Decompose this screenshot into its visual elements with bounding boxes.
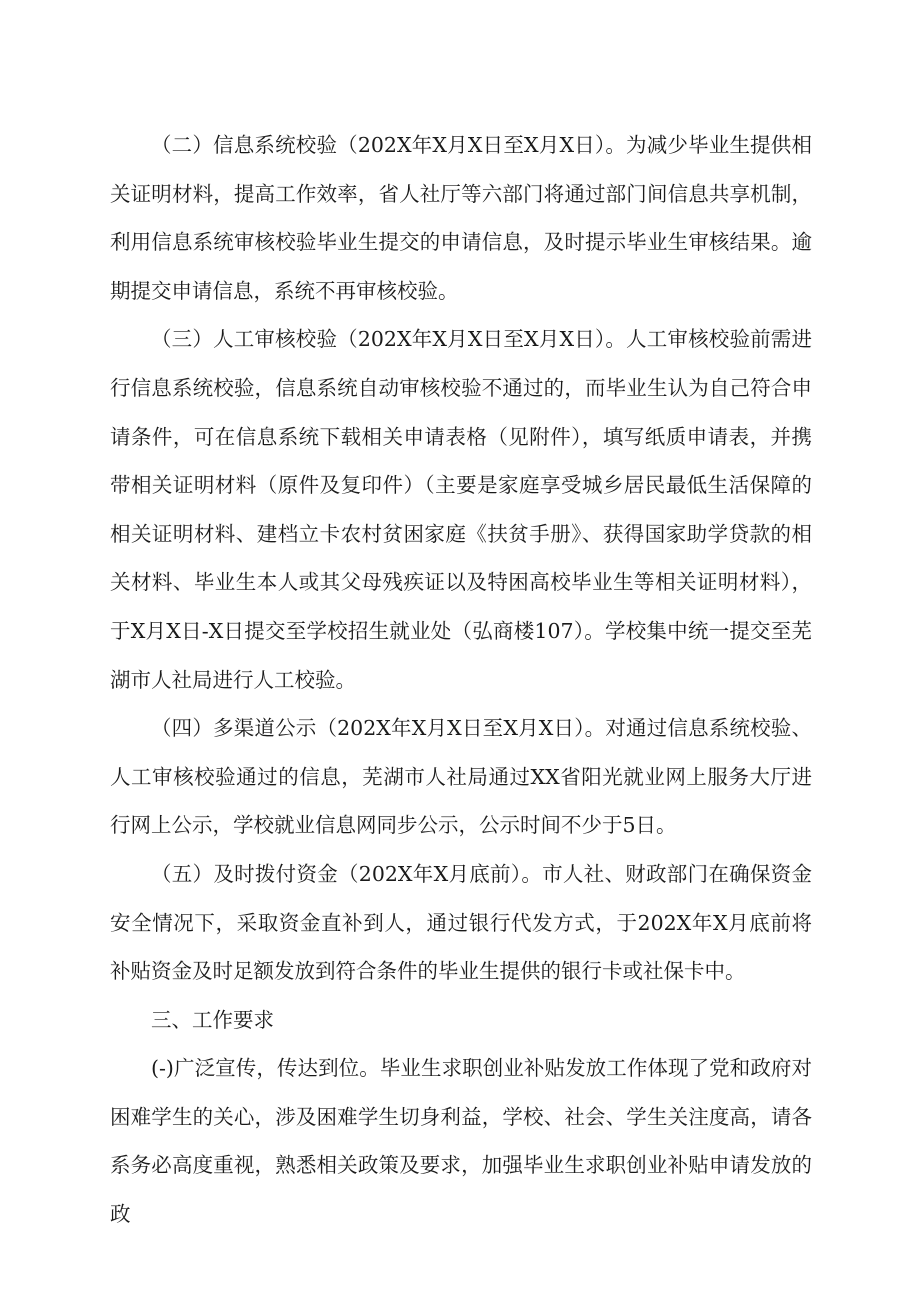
paragraph-publicity: (-)广泛宣传，传达到位。毕业生求职创业补贴发放工作体现了党和政府对困难学生的关心，涉及困难学生切身利益，学校、社会、学生关注度高，请各系务必高度重视，熟悉相关政策及要求，加强毕业生求职创业补贴申请发放的政 (110, 1056, 812, 1227)
document-body (110, 121, 812, 1239)
section-heading-work-requirements: 三、工作要求 (151, 1007, 274, 1032)
paragraph-multi-channel-publicity: （四）多渠道公示（202X年X月X日至X月X日）。对通过信息系统校验、人工审核校验通过的信息，芜湖市人社局通过XX省阳光就业网上服务大厅进行网上公示，学校就业信息网同步公示，公示时间不少于5日。 (110, 716, 812, 838)
paragraph-manual-review: （三）人工审核校验（202X年X月X日至X月X日）。人工审核校验前需进行信息系统校验，信息系统自动审核校验不通过的，而毕业生认为自己符合申请条件，可在信息系统下载相关申请表格（见附件），填写纸质申请表，并携带相关证明材料（原件及复印件）（主要是家庭享受城乡居民最低生活保障的相关证明材料、建档立卡农村贫困家庭《扶贫手册》、获得国家助学贷款的相关材料、毕业生本人或其父母残疾证以及特困高校毕业生等相关证明材料），于X月X日-X日提交至学校招生就业处（弘商楼107）。学校集中统一提交至芜湖市人社局进行人工校验。 (110, 327, 812, 692)
paragraph-timely-funding: （五）及时拨付资金（202X年X月底前）。市人社、财政部门在确保资金安全情况下，采取资金直补到人，通过银行代发方式，于202X年X月底前将补贴资金及时足额发放到符合条件的毕业生提供的银行卡或社保卡中。 (110, 861, 812, 984)
paragraph-info-system-check: （二）信息系统校验（202X年X月X日至X月X日）。为减少毕业生提供相关证明材料，提高工作效率，省人社厅等六部门将通过部门间信息共享机制，利用信息系统审核校验毕业生提交的申请信息，及时提示毕业生审核结果。逾期提交申请信息，系统不再审核校验。 (110, 133, 812, 303)
